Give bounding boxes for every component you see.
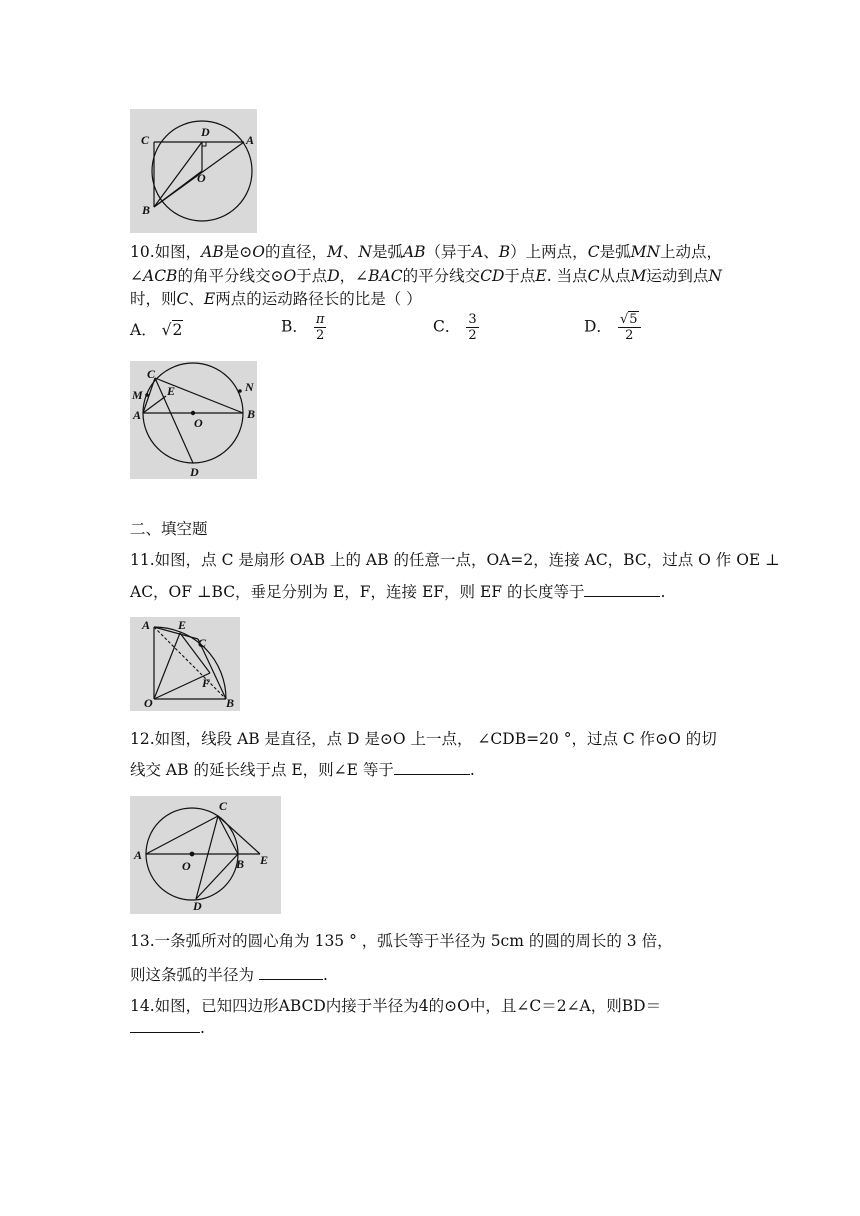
fig10-label-a: A <box>133 408 142 422</box>
answer-blank <box>259 963 323 980</box>
fig11-label-f: F <box>202 676 211 690</box>
fig12-label-o: O <box>182 859 191 873</box>
fig12-label-e: E <box>260 853 269 867</box>
q13-line-1: 13.一条弧所对的圆心角为 135 ° ，弧长等于半径为 5cm 的圆的周长的 3 倍， <box>130 932 673 950</box>
q10-option-c: C． $\frac{3}{2}$ <box>433 312 477 343</box>
fig12-label-d: D <box>193 899 202 913</box>
fig10-label-o: O <box>194 416 203 430</box>
q10-option-d: D． $\frac{√5}{2}$ <box>584 312 641 343</box>
fig10-label-b: B <box>247 407 256 421</box>
fig11-label-e: E <box>178 618 187 632</box>
answer-blank <box>394 758 470 775</box>
fig11-label-o: O <box>144 696 153 710</box>
figure-q11-svg <box>130 617 240 711</box>
q12-line-1: 12.如图，线段 AB 是直径，点 D 是⊙O 上一点， ∠CDB=20 °，过点 C 作⊙O 的切 <box>130 730 717 748</box>
fig9-label-o: O <box>197 171 206 185</box>
q10-line-3: 时，则C、E两点的运动路径长的比是（ ） <box>130 290 422 308</box>
fig11-label-c: C <box>198 636 207 650</box>
fig12-label-b: B <box>236 857 245 871</box>
fig9-label-b: B <box>142 203 151 217</box>
q13-line-2: 则这条弧的半径为 . <box>130 963 328 986</box>
fig10-label-d: D <box>190 465 199 479</box>
fig9-label-d: D <box>201 125 210 139</box>
figure-q11 <box>130 617 240 711</box>
answer-blank <box>584 580 660 597</box>
fig10-label-n: N <box>245 380 254 394</box>
fig9-label-a: A <box>246 133 255 147</box>
fig12-label-c: C <box>219 799 228 813</box>
fig10-label-m: M <box>132 388 143 402</box>
fig11-label-a: A <box>142 618 151 632</box>
q10-line-1: 10.如图，AB是⊙O的直径，M、N是弧AB（异于A、B）上两点，C是弧MN上动点， <box>130 243 723 261</box>
fig10-label-e: E <box>167 384 176 398</box>
figure-q12-svg <box>130 796 281 914</box>
sqrt-expression: √2 <box>161 321 183 339</box>
fig11-label-b: B <box>226 696 235 710</box>
q11-line-2: AC，OF ⊥BC，垂足分别为 E，F，连接 EF，则 EF 的长度等于 . <box>130 580 665 603</box>
fig9-label-c: C <box>141 133 150 147</box>
figure-q9 <box>130 109 257 233</box>
q10-option-a: A． √2 <box>130 321 183 339</box>
q14-line-1: 14.如图，已知四边形ABCD内接于半径为4的⊙O中，且∠C＝2∠A，则BD＝ <box>130 997 662 1015</box>
q12-line-2: 线交 AB 的延长线于点 E，则∠E 等于 . <box>130 758 475 781</box>
q10-line-2: ∠ACB的角平分线交⊙O于点D，∠BAC的平分线交CD于点E. 当点C从点M运动到点N <box>130 267 722 285</box>
figure-q12 <box>130 796 281 914</box>
q10-option-b: B． $\frac{\pi}{2}$ <box>281 312 325 343</box>
q11-line-1: 11.如图，点 C 是扇形 OAB 上的 AB 的任意一点，OA=2，连接 AC，BC，过点 O 作 OE ⊥ <box>130 551 780 569</box>
answer-blank <box>130 1016 200 1033</box>
fig12-label-a: A <box>134 848 143 862</box>
figure-q9-svg <box>130 109 257 233</box>
q14-line-2: . <box>130 1016 205 1039</box>
figure-q10 <box>130 361 257 479</box>
section-title: 二、填空题 <box>130 520 208 538</box>
figure-q10-svg <box>130 361 257 479</box>
fig10-label-c: C <box>147 367 156 381</box>
